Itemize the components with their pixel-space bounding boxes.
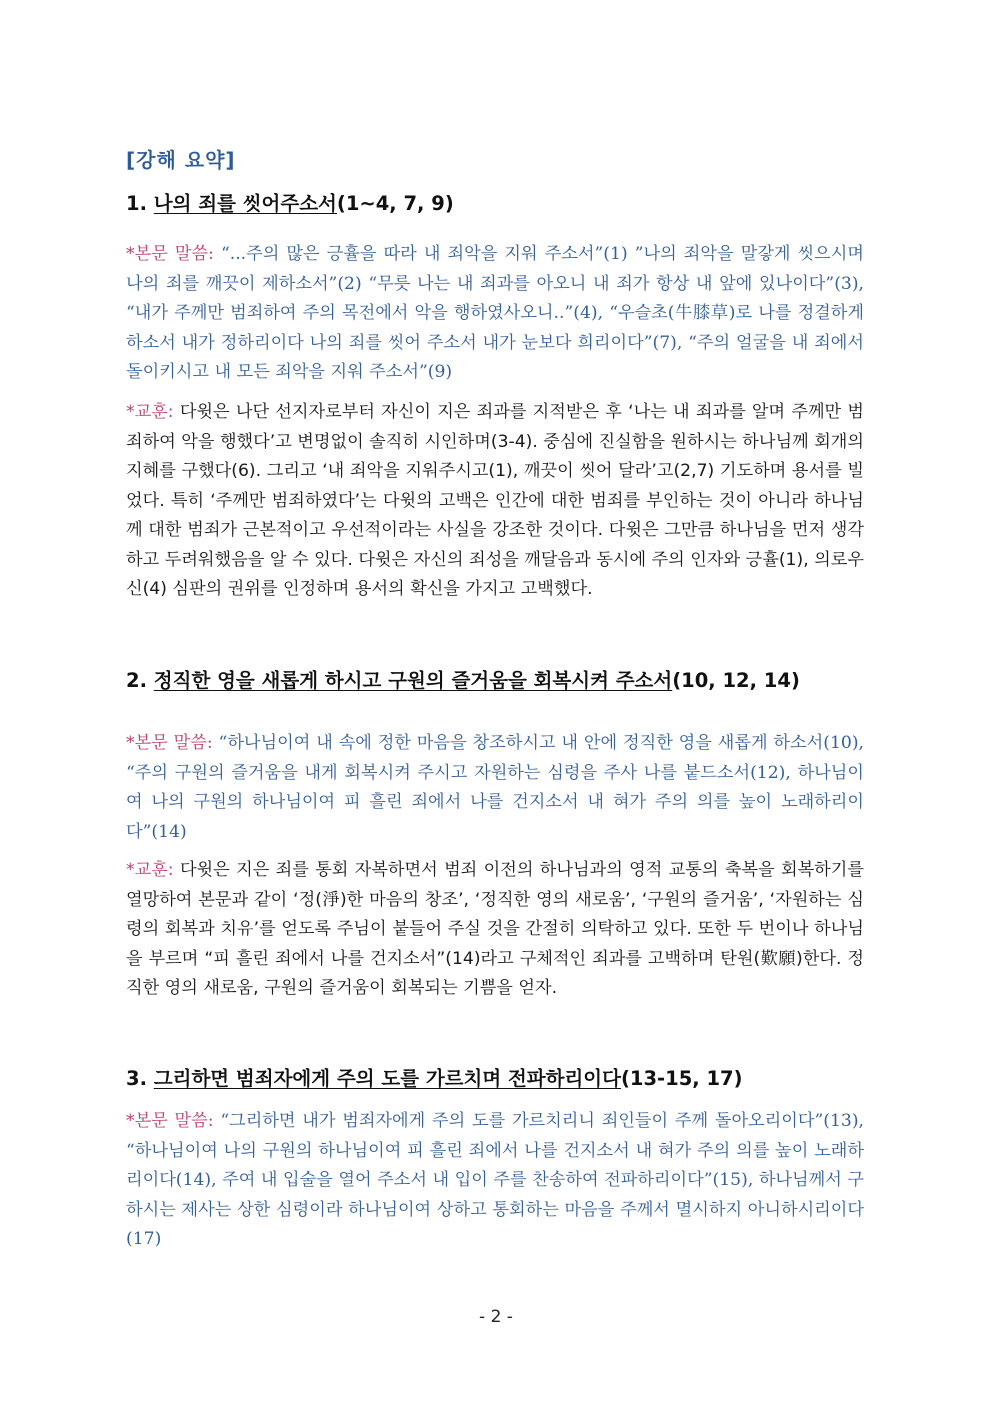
section-1-scripture: [126, 240, 864, 388]
lesson-text: 다윗은 지은 죄를 통회 자복하면서 범죄 이전의 하나님과의 영적 교통의 축복을 회복하기를 열망하여 본문과 같이 ‘정(淨)한 마음의 창조’, ‘정직한 영의 새로움’, ‘구원의 즐거움’, ‘자원하는 심령의 회복과 치유’를 얻도록 주님이 붙들어 주실 것을 간절히 의탁하고 있다. 또한 두 번이나 하나님을 부르며 “피 흘린 죄에서 나를 건지소서”(14)라고 구체적인 죄과를 고백하며 탄원(歎願)한다. 정직한 영의 새로움, 구원의 즐거움이 회복되는 기쁨을 얻자.: [126, 860, 864, 998]
section-number: 1.: [126, 192, 147, 215]
section-3-title: [126, 1063, 743, 1091]
section-verses: (1~4, 7, 9): [336, 192, 454, 215]
section-number: 2.: [126, 669, 147, 692]
summary-heading: [강해 요약]: [126, 148, 236, 172]
scripture-text: “하나님이여 내 속에 정한 마음을 창조하시고 내 안에 정직한 영을 새롭게 하소서(10), “주의 구원의 즐거움을 내게 회복시켜 주시고 자원하는 심령을 주사 나를 붙드소서(12), 하나님이여 나의 구원의 하나님이여 피 흘린 죄에서 나를 건지소서 내 혀가 주의 의를 높이 노래하리이다”(14): [126, 733, 864, 842]
lesson-label: *교훈:: [126, 402, 174, 422]
lesson-text: 다윗은 나단 선지자로부터 자신이 지은 죄과를 지적받은 후 ‘나는 내 죄과를 알며 주께만 범죄하여 악을 행했다’고 변명없이 솔직히 시인하며(3-4). 중심에 진실함을 원하시는 하나님께 회개의 지혜를 구했다(6). 그리고 ‘내 죄악을 지워주시고(1), 깨끗이 씻어 달라’고(2,7) 기도하며 용서를 빌었다. 특히 ‘주께만 범죄하였다’는 다윗의 고백은 인간에 대한 범죄를 부인하는 것이 아니라 하나님께 대한 범죄가 근본적이고 우선적이라는 사실을 강조한 것이다. 다윗은 그만큼 하나님을 먼저 생각하고 두려워했음을 알 수 있다. 다윗은 자신의 죄성을 깨달음과 동시에 주의 인자와 긍휼(1), 의로우신(4) 심판의 권위를 인정하며 용서의 확신을 가지고 고백했다.: [126, 402, 864, 599]
scripture-text: “그리하면 내가 범죄자에게 주의 도를 가르치리니 죄인들이 주께 돌아오리이다”(13), “하나님이여 나의 구원의 하나님이여 피 흘린 죄에서 나를 건지소서 내 혀가 주의 의를 높이 노래하리이다(14), 주여 내 입술을 열어 주소서 내 입이 주를 찬송하여 전파하리이다”(15), 하나님께서 구하시는 제사는 상한 심령이라 하나님이여 상하고 통회하는 마음을 주께서 멸시하지 아니하시리이다(17): [126, 1111, 864, 1249]
section-title-text: 그리하면 범죄자에게 주의 도를 가르치며 전파하리이다: [153, 1067, 621, 1090]
section-number: 3.: [126, 1067, 147, 1090]
section-2-title: [126, 665, 800, 693]
page-number: - 2 -: [479, 1307, 513, 1327]
section-verses: (13-15, 17): [620, 1067, 743, 1090]
section-3-scripture: [126, 1107, 864, 1255]
lesson-label: *교훈:: [126, 860, 174, 880]
scripture-label: *본문 말씀:: [126, 244, 214, 264]
scripture-label: *본문 말씀:: [126, 733, 213, 753]
section-2-lesson: [126, 856, 864, 1004]
section-title-text: 정직한 영을 새롭게 하시고 구원의 즐거움을 회복시켜 주소서: [153, 669, 673, 692]
section-1-title: [126, 188, 454, 216]
section-1-lesson: [126, 398, 864, 605]
section-2-scripture: [126, 729, 864, 847]
scripture-label: *본문 말씀:: [126, 1111, 214, 1131]
scripture-text: “...주의 많은 긍휼을 따라 내 죄악을 지워 주소서”(1) ”나의 죄악을 말갛게 씻으시며 나의 죄를 깨끗이 제하소서”(2) “무릇 나는 내 죄과를 아오니 내 죄가 항상 내 앞에 있나이다”(3), “내가 주께만 범죄하여 주의 목전에서 악을 행하였사오니..”(4), “우슬초(牛膝草)로 나를 정결하게 하소서 내가 정하리이다 나의 죄를 씻어 주소서 내가 눈보다 희리이다”(7), “주의 얼굴을 내 죄에서 돌이키시고 내 모든 죄악을 지워 주소서”(9): [126, 244, 864, 382]
section-verses: (10, 12, 14): [672, 669, 800, 692]
section-title-text: 나의 죄를 씻어주소서: [153, 192, 337, 215]
